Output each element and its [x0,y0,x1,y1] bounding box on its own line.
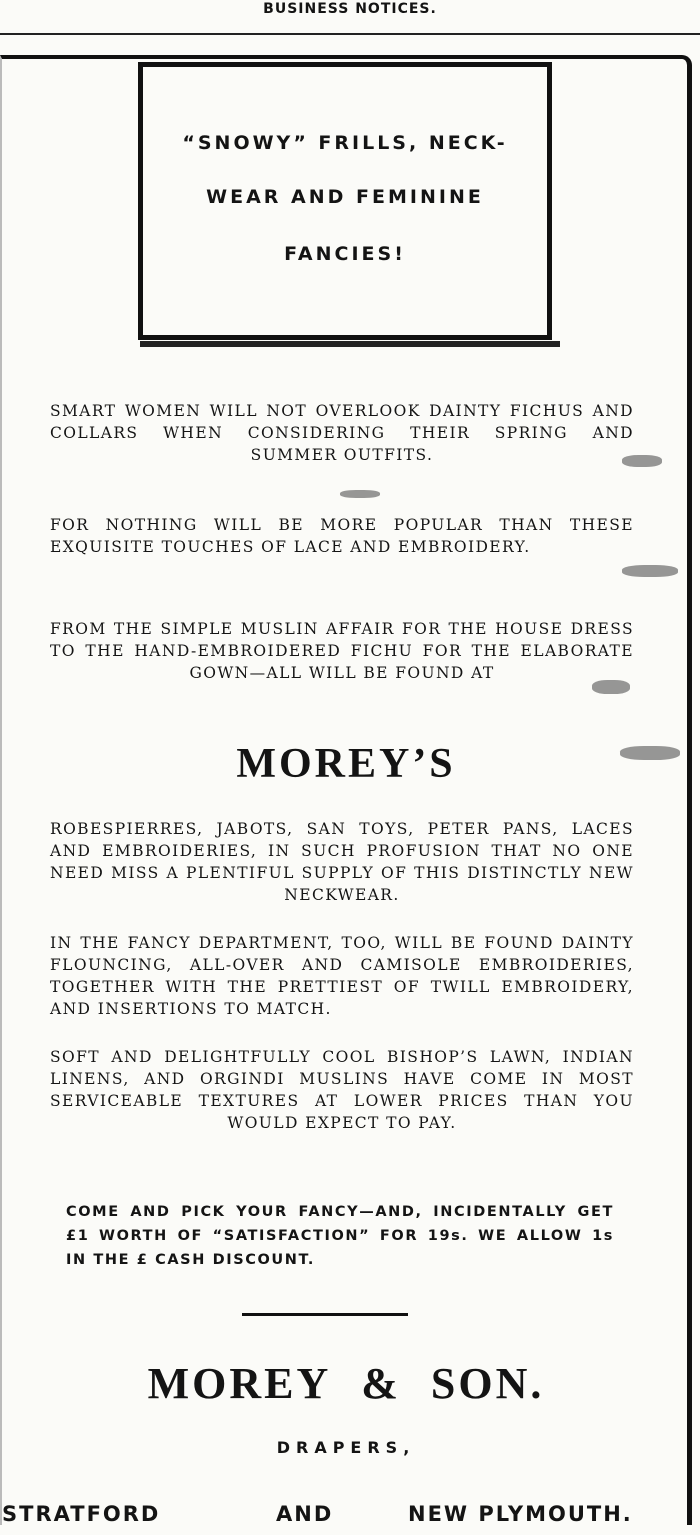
intro-paragraph-1: SMART WOMEN WILL NOT OVERLOOK DAINTY FICHUS AND COLLARS WHEN CONSIDERING THEIR SPRING AND SUMMER OUTFITS. [50,402,634,464]
ink-speck [622,565,678,577]
firm-name [0,1358,692,1409]
town-stratford: STRATFORD [2,1502,161,1526]
cash-discount-notice: COME AND PICK YOUR FANCY—AND, INCIDENTALLY GET £1 WORTH OF “SATISFACTION” FOR 19s. WE ALLOW 1s IN THE £ CASH DISCOUNT. [66,1204,614,1268]
store-name-heading: MOREY’S [236,741,456,787]
ink-speck [340,490,380,498]
fabrics-paragraph: SOFT AND DELIGHTFULLY COOL BISHOP’S LAWN, INDIAN LINENS, AND ORGINDI MUSLINS HAVE COME IN MOST SERVICEABLE TEXTURES AT LOWER PRICES THAN YOU WOULD EXPECT TO PAY. [50,1048,634,1132]
neckwear-paragraph: ROBESPIERRES, JABOTS, SAN TOYS, PETER PANS, LACES AND EMBROIDERIES, IN SUCH PROFUSION THAT NO ONE NEED MISS A PLENTIFUL SUPPLY OF THIS DISTINCTLY NEW NECKWEAR. [50,820,634,904]
section-rule [242,1313,408,1316]
intro-paragraph-2: FOR NOTHING WILL BE MORE POPULAR THAN THESE EXQUISITE TOUCHES OF LACE AND EMBROIDERY. [50,516,634,556]
headline-box-shadow [140,341,560,347]
ink-speck [620,746,680,760]
town-join: AND [276,1502,334,1526]
intro-paragraph-3: FROM THE SIMPLE MUSLIN AFFAIR FOR THE HOUSE DRESS TO THE HAND-EMBROIDERED FICHU FOR THE ELABORATE GOWN—ALL WILL BE FOUND AT [50,620,634,682]
header-divider [0,33,700,35]
headline-line-3: FANCIES! [284,243,406,265]
ink-speck [592,680,630,694]
firm-name-morey: MOREY [147,1359,332,1408]
fancy-department-paragraph: IN THE FANCY DEPARTMENT, TOO, WILL BE FOUND DAINTY FLOUNCING, ALL-OVER AND CAMISOLE EMBROIDERIES, TOGETHER WITH THE PRETTIEST OF TWILL EMBROIDERY, AND INSERTIONS TO MATCH. [50,934,634,1018]
trade-label: DRAPERS, [276,1438,416,1457]
town-new-plymouth: NEW PLYMOUTH. [408,1502,633,1526]
headline-line-1: “SNOWY” FRILLS, NECK- [182,132,508,154]
section-header: BUSINESS NOTICES. [263,1,437,17]
ink-speck [622,455,662,467]
firm-name-son: SON. [430,1359,545,1408]
headline-line-2: WEAR AND FEMININE [206,186,484,208]
firm-name-ampersand: & [361,1359,401,1408]
